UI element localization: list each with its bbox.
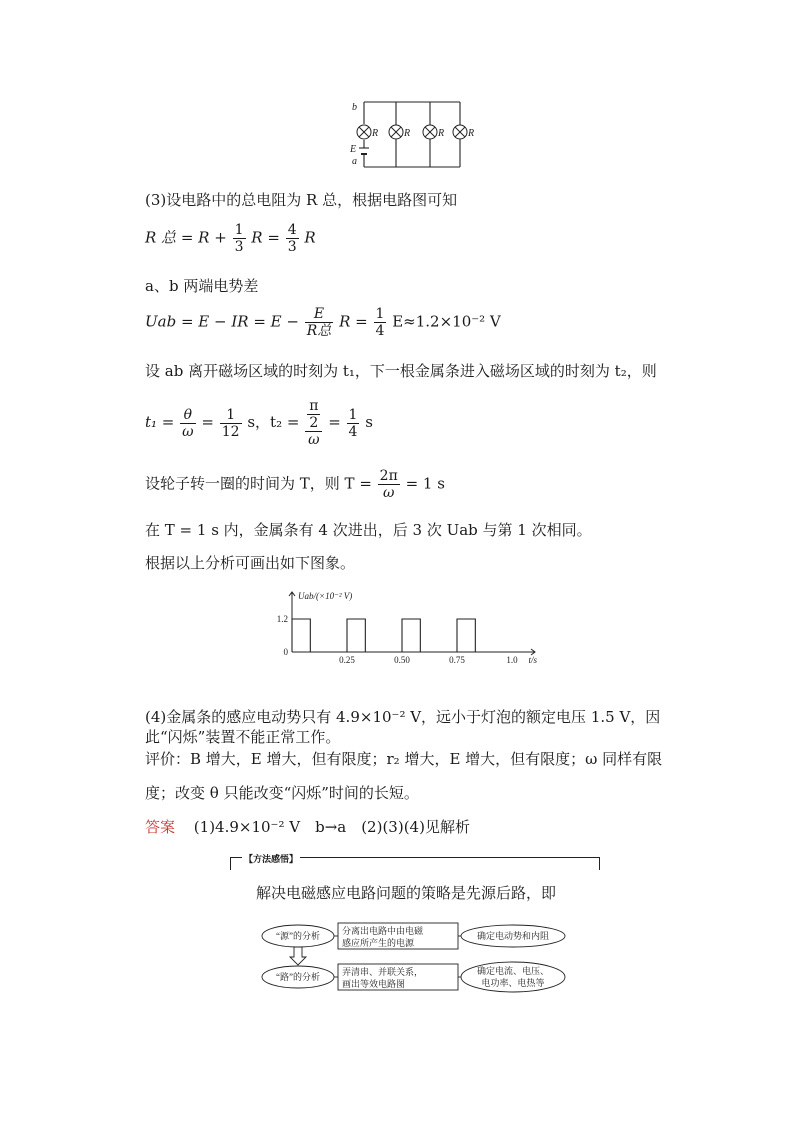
period-f-num: 2π <box>379 468 398 484</box>
pulse-3 <box>402 619 420 652</box>
eq1-f2-num: 4 <box>287 222 297 238</box>
draw-sentence: 根据以上分析可画出如下图象。 <box>145 554 356 572</box>
t1-f1-num: θ <box>180 407 195 424</box>
t2-frac1 <box>305 398 322 448</box>
pulse-4 <box>457 619 475 652</box>
eq1-f2-den: 3 <box>287 239 297 255</box>
p4-paragraph: (4)金属条的感应电动势只有 4.9×10⁻² V，远小于灯泡的额定电压 1.5 V，因此“闪烁”装置不能正常工作。 <box>145 708 661 746</box>
flow-source-result: 确定电动势和内阻 <box>476 931 550 941</box>
answer-text: (1)4.9×10⁻² V b→a (2)(3)(4)见解析 <box>193 818 470 836</box>
flow-path-box-line2: 画出等效电路图 <box>342 979 406 989</box>
eq1-end: R <box>304 228 316 247</box>
eq-times <box>145 398 373 448</box>
circuit-label-r4: R <box>468 128 475 139</box>
t1-eq: = <box>201 413 214 431</box>
eq1-mid: R = <box>251 228 280 247</box>
y-tick-label: 1.2 <box>276 614 288 624</box>
flow-source-ellipse: “源”的分析 <box>276 931 320 941</box>
times-sentence: 设 ab 离开磁场区域的时刻为 t₁，下一根金属条进入磁场区域的时刻为 t₂，则 <box>145 362 657 380</box>
eq-total-resistance <box>145 222 316 255</box>
y-axis-title: Uab/(×10⁻² V) <box>298 591 353 601</box>
method-flowchart <box>258 920 578 994</box>
t2-frac1-num <box>305 398 322 432</box>
eq1-frac2 <box>286 222 299 255</box>
circuit-diagram <box>340 96 490 171</box>
t2-f2-num: 1 <box>348 406 358 423</box>
eq2-end: E≈1.2×10⁻² V <box>392 312 501 331</box>
t1-f2-den: 12 <box>221 423 240 440</box>
x-axis-title: t/s <box>528 655 537 665</box>
circuit-label-a: a <box>352 156 357 167</box>
t2-frac2 <box>347 407 360 440</box>
circuit-label-b: b <box>352 102 357 113</box>
x-tick-label-1: 0.25 <box>339 655 355 665</box>
circuit-label-r3: R <box>438 128 445 139</box>
eq2-f2-den: 4 <box>375 323 385 339</box>
period-frac <box>378 468 400 501</box>
t1-frac2 <box>220 407 242 440</box>
t2-eq: = <box>328 413 341 431</box>
eq1-lhs: R 总 = R + <box>145 228 227 247</box>
circuit-label-r1: R <box>372 128 379 139</box>
method-title: 【方法感悟】 <box>242 852 300 865</box>
method-section <box>230 852 600 1002</box>
method-heading: 解决电磁感应电路问题的策略是先源后路，即 <box>256 884 557 902</box>
evaluation-paragraph: 评价：B 增大，E 增大，但有限度；r₂ 增大，E 增大，但有限度；ω 同样有限度；改变 θ 只能改变“闪烁”时间的长短。 <box>145 750 663 802</box>
t1-frac1 <box>180 407 195 440</box>
answer-label: 答案 <box>145 818 176 836</box>
eq1-frac1 <box>233 222 246 255</box>
down-arrow-icon <box>290 947 306 965</box>
t2-unit: s <box>365 413 373 431</box>
pulse-1 <box>292 619 310 652</box>
eq2-f1-num: E <box>305 306 334 323</box>
flow-path-result-line1: 确定电流、电压、 <box>476 966 550 976</box>
eq2-lhs: Uab = E − IR = E − <box>145 312 299 331</box>
flow-path-box-line1: 弄清串、并联关系， <box>342 967 424 977</box>
t1-f1-den: ω <box>182 423 194 440</box>
eq2-f2-num: 1 <box>375 306 385 322</box>
x-tick-label-3: 0.75 <box>449 655 465 665</box>
t1-f2-num: 1 <box>220 407 242 424</box>
p3-intro: (3)设电路中的总电阻为 R 总，根据电路图可知 <box>145 191 458 209</box>
t2-pi: π <box>309 398 319 414</box>
flow-path-result-line2: 电功率、电热等 <box>481 978 545 988</box>
t2-f2-den: 4 <box>348 423 358 440</box>
flow-source-box-line1: 分离出电路中由电磁 <box>342 926 424 936</box>
t2-f1-den: ω <box>308 432 320 448</box>
circuit-label-e: E <box>350 144 357 155</box>
period-lhs: 设轮子转一圈的时间为 T，则 T = <box>145 474 372 493</box>
flow-source-box-line2: 感应所产生的电源 <box>342 938 415 948</box>
flow-path-ellipse: “路”的分析 <box>276 972 320 982</box>
t2-two: 2 <box>309 415 319 431</box>
eq2-f1-den: R总 <box>306 323 332 339</box>
uab-waveform-chart <box>270 588 537 668</box>
within-period-sentence: 在 T = 1 s 内，金属条有 4 次进出，后 3 次 Uab 与第 1 次相同。 <box>145 521 592 539</box>
eq2-frac1 <box>305 306 334 339</box>
answer-line <box>145 817 470 837</box>
eq1-f1-den: 3 <box>234 239 244 255</box>
t1-unit: s，t₂ = <box>247 413 300 431</box>
eq1-f1-num: 1 <box>234 222 244 238</box>
x-tick-label-2: 0.50 <box>394 655 410 665</box>
period-end: = 1 s <box>405 474 445 493</box>
pulse-2 <box>347 619 365 652</box>
eq-potential-difference <box>145 306 501 339</box>
eq-period <box>145 468 445 501</box>
t1-lhs: t₁ = <box>145 413 175 431</box>
circuit-label-r2: R <box>404 128 411 139</box>
x-tick-label-4: 1.0 <box>506 655 518 665</box>
eq2-mid: R = <box>339 312 368 331</box>
period-f-den: ω <box>383 485 395 501</box>
origin-label: 0 <box>283 647 288 657</box>
eq2-frac2 <box>374 306 387 339</box>
potential-difference-label: a、b 两端电势差 <box>145 277 259 295</box>
